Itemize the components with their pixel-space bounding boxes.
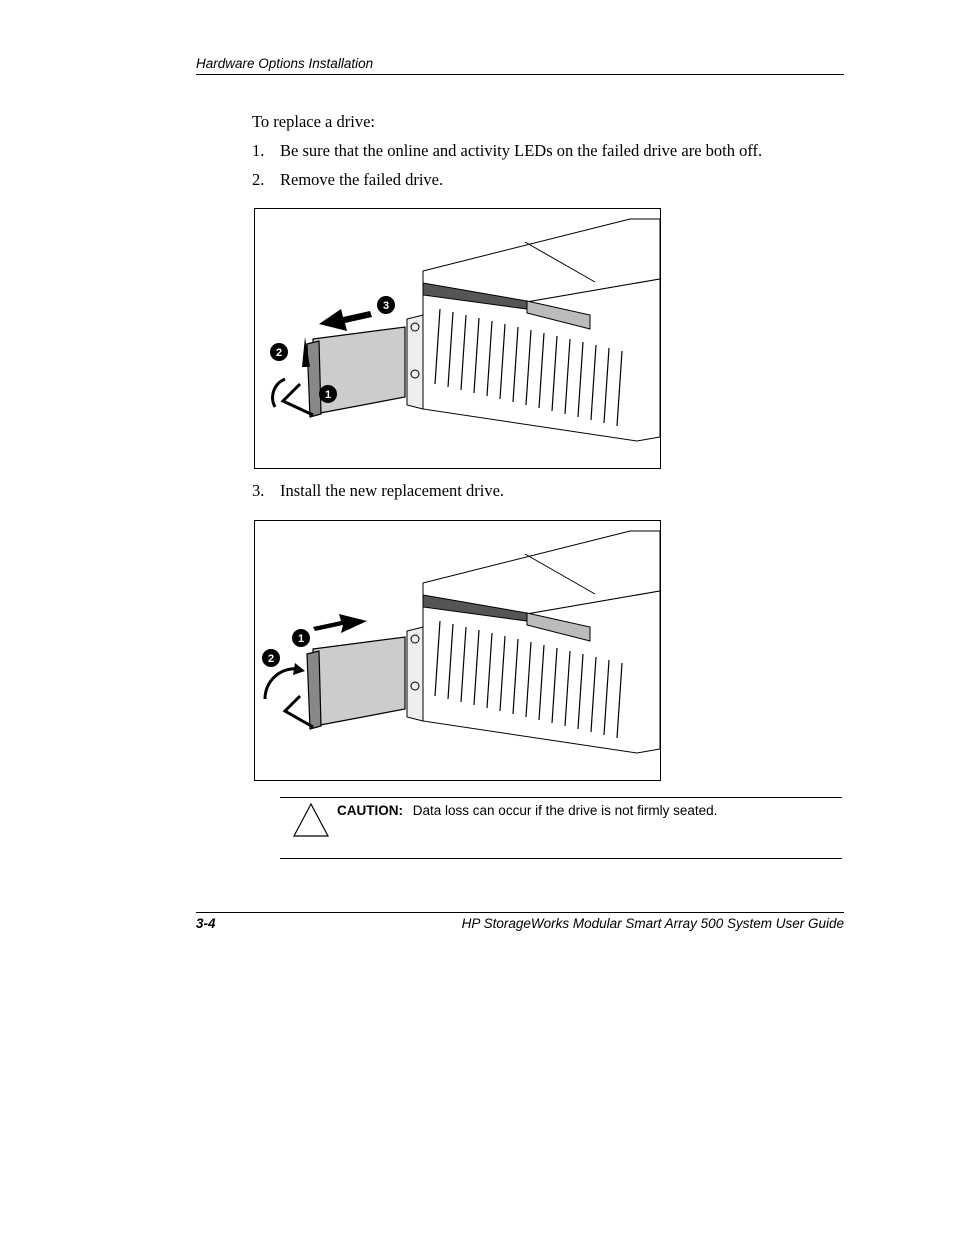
insert-arrow	[313, 614, 367, 633]
header-section-title: Hardware Options Installation	[196, 56, 374, 71]
running-footer	[196, 912, 844, 933]
step-text: Install the new replacement drive.	[280, 481, 505, 500]
step-number: 2.	[252, 170, 265, 189]
hard-drive	[283, 327, 405, 417]
caution-label: CAUTION:	[337, 803, 403, 818]
caution-text: Data loss can occur if the drive is not firmly seated.	[412, 803, 718, 818]
caution-icon	[292, 802, 330, 838]
step-number: 3.	[252, 481, 265, 500]
step-2	[252, 170, 443, 190]
rotate-arrow	[273, 379, 285, 407]
caution-message	[337, 803, 717, 818]
remove-drive-illustration	[255, 209, 660, 468]
figure-remove-drive	[254, 208, 661, 469]
svg-text:2: 2	[275, 347, 283, 359]
step-text: Remove the failed drive.	[280, 170, 444, 189]
svg-text:1: 1	[324, 389, 332, 401]
rotate-arrowhead	[293, 663, 305, 675]
procedure-intro: To replace a drive:	[252, 112, 375, 131]
callout-1	[319, 385, 337, 403]
callout-3	[377, 296, 395, 314]
svg-text:2: 2	[267, 653, 275, 665]
callout-1	[292, 629, 310, 647]
step-text: Be sure that the online and activity LEDs on the failed drive are both off.	[280, 141, 763, 160]
svg-text:3: 3	[382, 300, 390, 312]
callout-2	[262, 649, 280, 667]
footer-doc-title: HP StorageWorks Modular Smart Array 500 System User Guide	[461, 916, 844, 931]
step-3	[252, 481, 504, 501]
caution-box	[280, 797, 842, 859]
svg-text:1: 1	[297, 633, 305, 645]
hard-drive	[285, 637, 405, 729]
step-1	[252, 141, 762, 161]
figure-install-drive	[254, 520, 661, 781]
step-number: 1.	[252, 141, 265, 160]
callout-2	[270, 343, 288, 361]
page-number: 3-4	[196, 916, 216, 931]
running-header	[196, 56, 844, 75]
remove-arrow	[319, 309, 372, 331]
install-drive-illustration	[255, 521, 660, 780]
